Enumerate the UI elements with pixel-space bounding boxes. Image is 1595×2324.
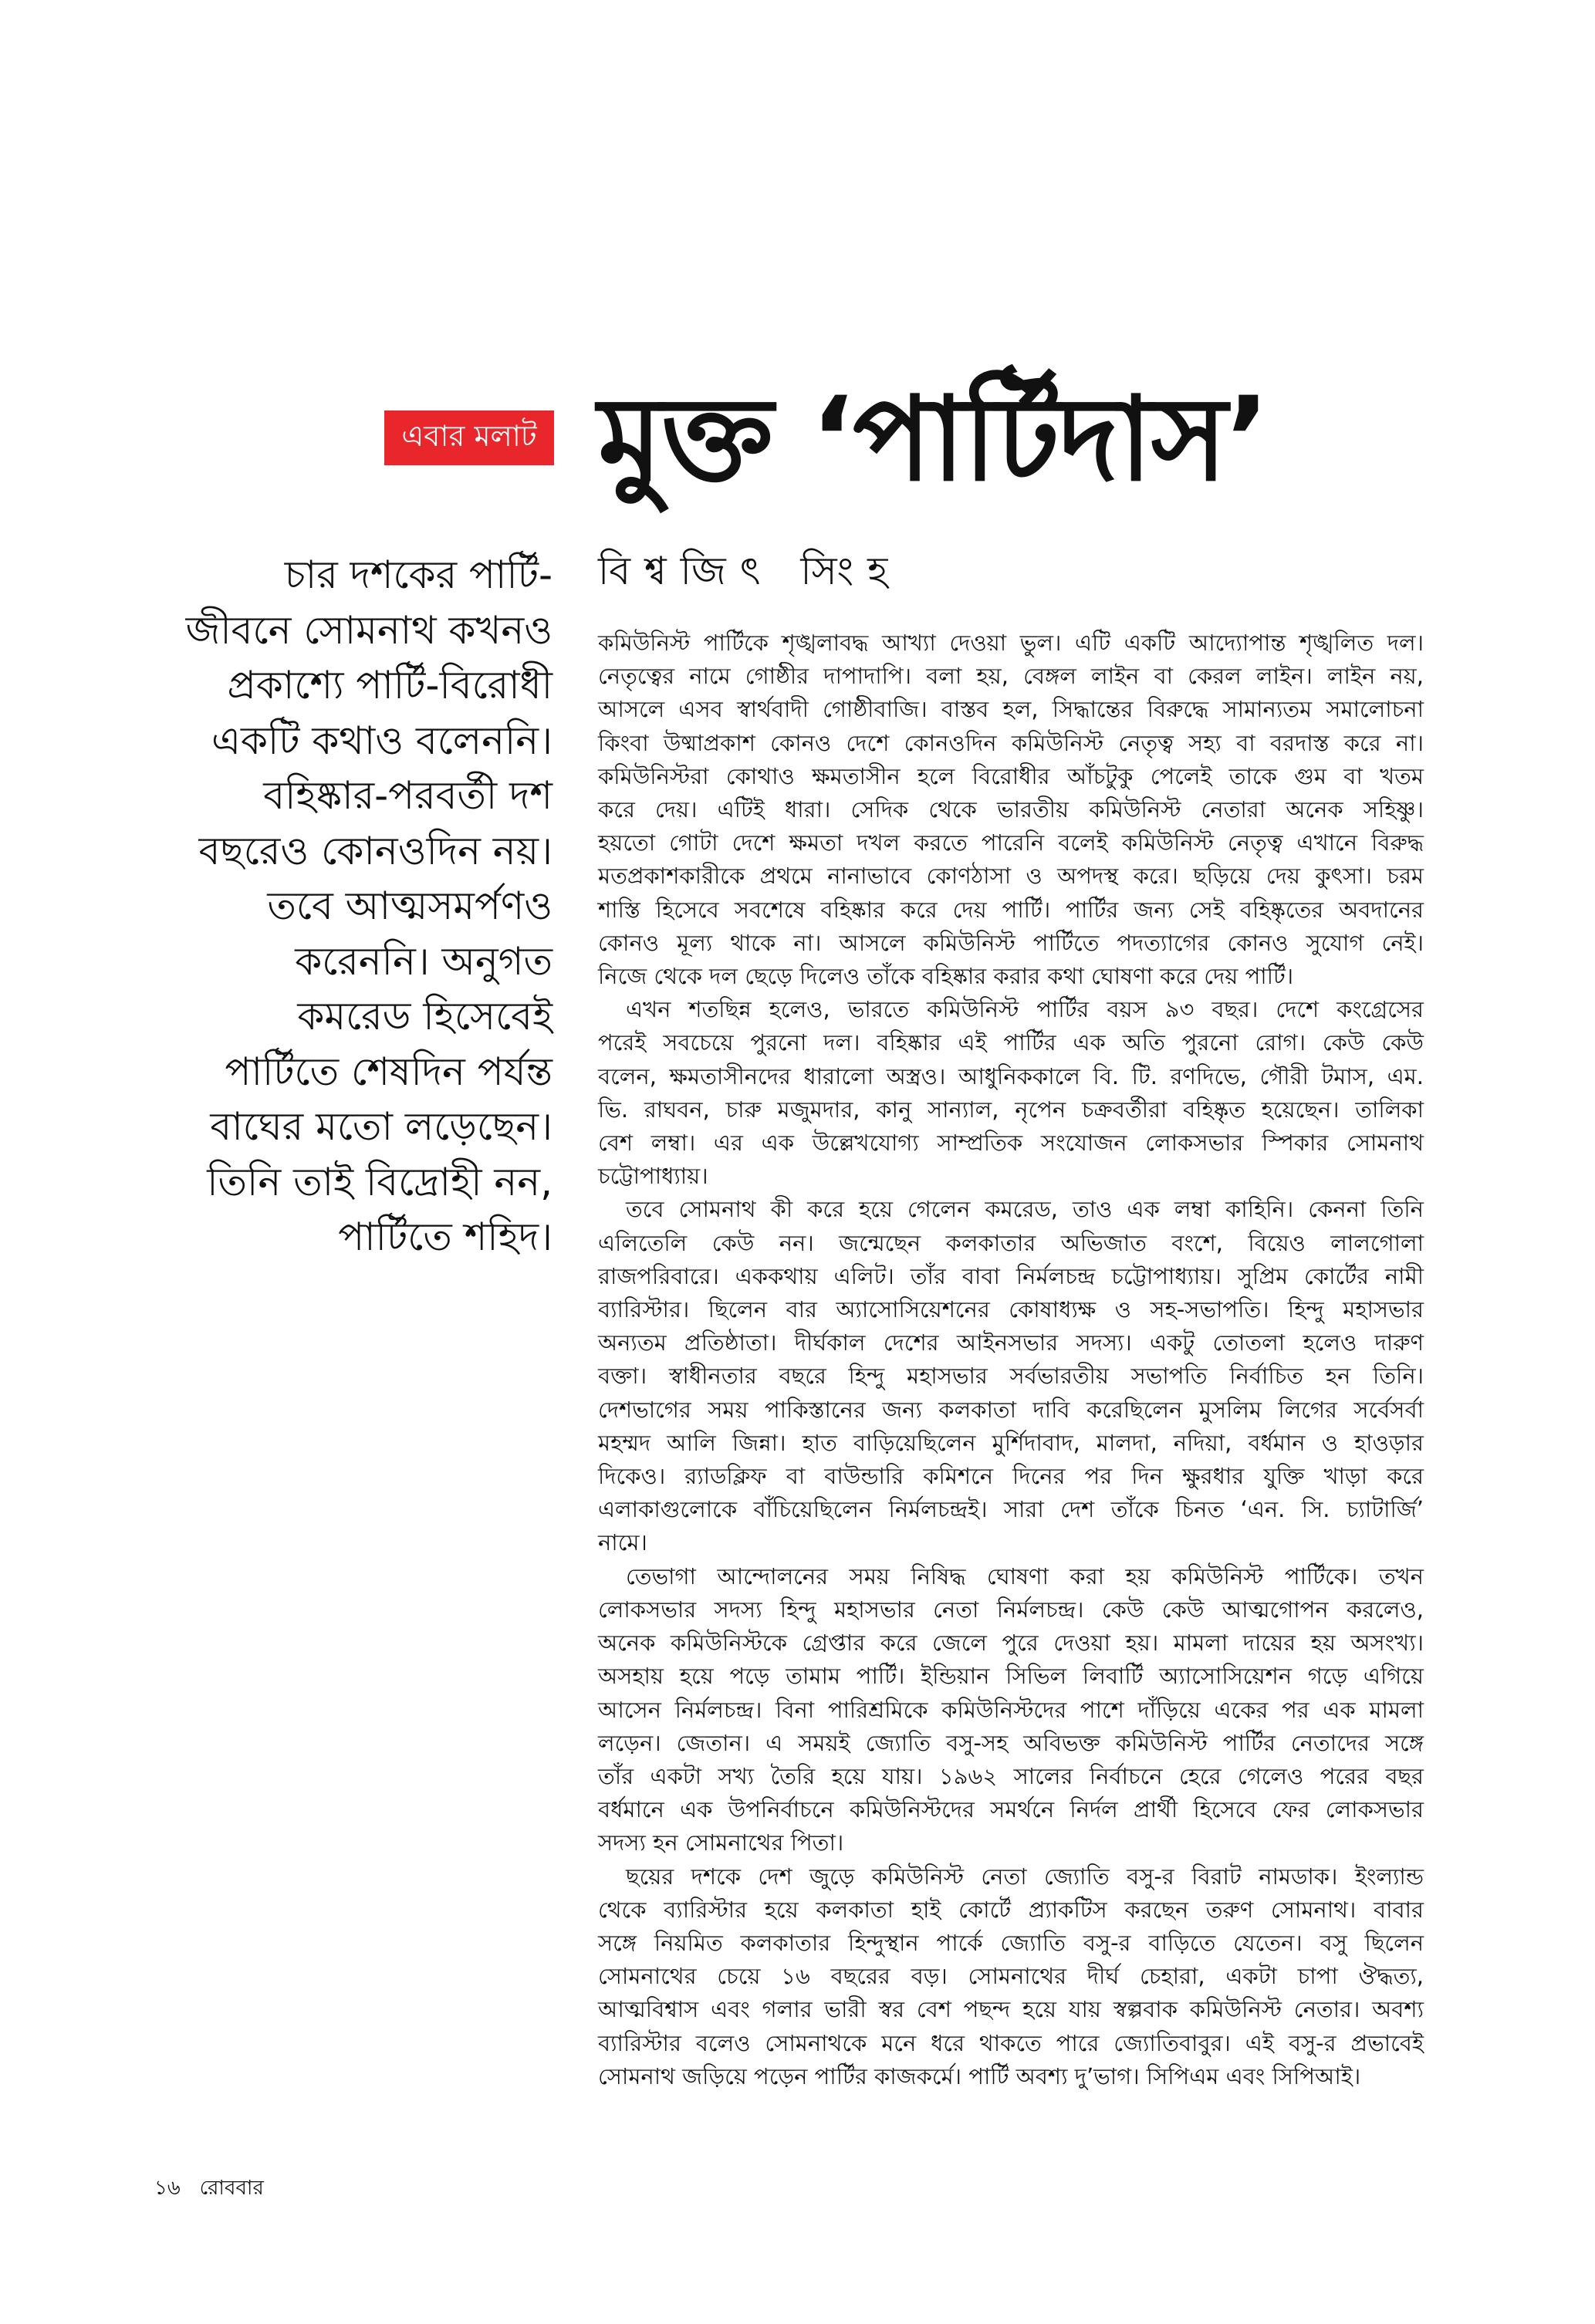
paragraph	[598, 1193, 1424, 1559]
text-line: আসেন নির্মলচন্দ্র। বিনা পারিশ্রমিকে কমিউনিস্টদের পাশে দাঁড়িয়ে একের পর এক মামলা	[598, 1696, 1424, 1723]
pull-quote	[116, 548, 553, 1265]
text-line: সোমনাথের চেয়ে ১৬ বছরের বড়। সোমনাথের দীর্ঘ চেহারা, একটা চাপা ঔদ্ধত্য,	[598, 1963, 1424, 1990]
text-line: কোনও মূল্য থাকে না। আসলে কমিউনিস্ট পার্টিতে পদত্যাগের কোনও সুযোগ নেই।	[598, 929, 1424, 956]
section-tag: এবার মলাট	[384, 410, 554, 465]
text-line: তবে সোমনাথ কী করে হয়ে গেলেন কমরেড, তাও এক লম্বা কাহিনি। কেননা তিনি	[626, 1196, 1424, 1223]
pull-quote-line: পার্টিতে শেষদিন পর্যন্ত	[225, 1049, 553, 1094]
text-line: লড়েন। জেতান। এ সময়ই জ্যোতি বসু-সহ অবিভক্ত কমিউনিস্ট পার্টির নেতাদের সঙ্গে	[598, 1729, 1424, 1756]
text-line: বক্তা। স্বাধীনতার বছরে হিন্দু মহাসভার সর্বভারতীয় সভাপতি নির্বাচিত হন তিনি।	[598, 1363, 1424, 1390]
text-line: এলিতেলি কেউ নন। জন্মেছেন কলকাতার অভিজাত বংশে, বিয়েও লালগোলা	[598, 1229, 1424, 1256]
text-line: মহম্মদ আলি জিন্না। হাত বাড়িয়েছিলেন মুর্শিদাবাদ, মালদা, নদিয়া, বর্ধমান ও হাওড়ার	[598, 1429, 1424, 1456]
text-line: রাজপরিবারে। এককথায় এলিট। তাঁর বাবা নির্মলচন্দ্র চট্টোপাধ্যায়। সুপ্রিম কোর্টের নামী	[598, 1262, 1424, 1289]
text-line: তাঁর একটা সখ্য তৈরি হয়ে যায়। ১৯৬২ সালের নির্বাচনে হেরে গেলেও পরের বছর	[598, 1762, 1424, 1789]
text-line: এখন শতছিন্ন হলেও, ভারতে কমিউনিস্ট পার্টির বয়স ৯৩ বছর। দেশে কংগ্রেসের	[626, 996, 1424, 1023]
byline: বিশ্বজিৎ সিংহ	[598, 549, 902, 593]
headline: মুক্ত ‘পার্টিদাস’	[598, 373, 1269, 507]
pull-quote-line: চার দশকের পার্টি-	[284, 552, 553, 597]
paragraph	[598, 1560, 1424, 1860]
paragraph	[598, 627, 1424, 993]
text-line: নামে।	[598, 1529, 647, 1556]
magazine-name: রোববার	[199, 2177, 264, 2200]
text-line: দিকেও। র‌্যাডক্লিফ বা বাউন্ডারি কমিশনে দিনের পর দিন ক্ষুরধার যুক্তি খাড়া করে	[598, 1463, 1424, 1490]
text-line: চট্টোপাধ্যায়।	[598, 1163, 708, 1190]
pull-quote-line: জীবনে সোমনাথ কখনও	[185, 607, 553, 653]
article-body	[598, 627, 1424, 2093]
pull-quote-line: বাঘের মতো লড়েছেন।	[210, 1104, 553, 1149]
text-line: ছয়ের দশকে দেশ জুড়ে কমিউনিস্ট নেতা জ্যোতি বসু-র বিরাট নামডাক। ইংল্যান্ড	[626, 1863, 1424, 1890]
text-line: ব্যারিস্টার। ছিলেন বার অ্যাসোসিয়েশনের কোষাধ্যক্ষ ও সহ-সভাপতি। হিন্দু মহাসভার	[598, 1296, 1424, 1323]
text-line: সোমনাথ জড়িয়ে পড়েন পার্টির কাজকর্মে। পার্টি অবশ্য দু’ভাগ। সিপিএম এবং সিপিআই।	[598, 2062, 1361, 2089]
text-line: ভি. রাঘবন, চারু মজুমদার, কানু সান্যাল, নৃপেন চক্রবর্তীরা বহিষ্কৃত হয়েছেন। তালিকা	[598, 1096, 1424, 1123]
text-line: অনেক কমিউনিস্টকে গ্রেপ্তার করে জেলে পুরে দেওয়া হয়। মামলা দায়ের হয় অসংখ্য।	[598, 1630, 1424, 1657]
text-line: দেশভাগের সময় পাকিস্তানের জন্য কলকাতা দাবি করেছিলেন মুসলিম লিগের সর্বেসর্বা	[598, 1396, 1424, 1423]
text-line: অন্যতম প্রতিষ্ঠাতা। দীর্ঘকাল দেশের আইনসভার সদস্য। একটু তোতলা হলেও দারুণ	[598, 1329, 1424, 1356]
text-line: তেভাগা আন্দোলনের সময় নিষিদ্ধ ঘোষণা করা হয় কমিউনিস্ট পার্টিকে। তখন	[626, 1562, 1424, 1589]
text-line: এলাকাগুলোকে বাঁচিয়েছিলেন নির্মলচন্দ্রই। সারা দেশ তাঁকে চিনত ‘এন. সি. চ্যাটার্জি’	[598, 1496, 1424, 1523]
text-line: থেকে ব্যারিস্টার হয়ে কলকাতা হাই কোর্টে প্র্যাকটিস করছেন তরুণ সোমনাথ। বাবার	[598, 1896, 1424, 1923]
pull-quote-line: বছরেও কোনওদিন নয়।	[198, 828, 553, 873]
text-line: করে দেয়। এটিই ধারা। সেদিক থেকে ভারতীয় কমিউনিস্ট নেতারা অনেক সহিষ্ণু।	[598, 796, 1424, 823]
paragraph	[598, 1860, 1424, 2093]
pull-quote-line: তবে আত্মসমর্পণও	[267, 883, 553, 928]
text-line: আত্মবিশ্বাস এবং গলার ভারী স্বর বেশ পছন্দ হয়ে যায় স্বল্পবাক কমিউনিস্ট নেতার। অবশ্য	[598, 1996, 1424, 2023]
text-line: সঙ্গে নিয়মিত কলকাতার হিন্দুস্থান পার্কে জ্যোতি বসু-র বাড়িতে যেতেন। বসু ছিলেন	[598, 1929, 1424, 1956]
pull-quote-line: তিনি তাই বিদ্রোহী নন,	[207, 1159, 553, 1204]
text-line: কমিউনিস্ট পার্টিকে শৃঙ্খলাবদ্ধ আখ্যা দেওয়া ভুল। এটি একটি আদ্যোপান্ত শৃঙ্খলিত দল।	[598, 630, 1424, 656]
text-line: কিংবা উষ্মাপ্রকাশ কোনও দেশে কোনওদিন কমিউনিস্ট নেতৃত্ব সহ্য বা বরদাস্ত করে না।	[598, 729, 1424, 756]
text-line: নেতৃত্বের নামে গোষ্ঠীর দাপাদাপি। বলা হয়, বেঙ্গল লাইন বা কেরল লাইন। লাইন নয়,	[598, 663, 1424, 690]
text-line: বেশ লম্বা। এর এক উল্লেখযোগ্য সাম্প্রতিক সংযোজন লোকসভার স্পিকার সোমনাথ	[598, 1130, 1424, 1157]
pull-quote-line: প্রকাশ্যে পার্টি-বিরোধী	[227, 663, 553, 708]
text-line: বলেন, ক্ষমতাসীনদের ধারালো অস্ত্রও। আধুনিককালে বি. টি. রণদিভে, গৌরী টমাস, এম.	[598, 1062, 1424, 1089]
paragraph	[598, 993, 1424, 1193]
text-line: সদস্য হন সোমনাথের পিতা।	[598, 1829, 844, 1856]
text-line: কমিউনিস্টরা কোথাও ক্ষমতাসীন হলে বিরোধীর আঁচটুকু পেলেই তাকে গুম বা খতম	[598, 762, 1424, 789]
text-line: অসহায় হয়ে পড়ে তামাম পার্টি। ইন্ডিয়ান সিভিল লিবার্টি অ্যাসোসিয়েশন গড়ে এগিয়ে	[598, 1663, 1424, 1690]
pull-quote-line: পার্টিতে শহিদ।	[338, 1214, 553, 1259]
text-line: বর্ধমানে এক উপনির্বাচনে কমিউনিস্টদের সমর্থনে নির্দল প্রার্থী হিসেবে ফের লোকসভার	[598, 1796, 1424, 1823]
page-footer	[154, 2172, 264, 2206]
pull-quote-line: একটি কথাও বলেননি।	[211, 718, 553, 763]
text-line: হয়তো গোটা দেশে ক্ষমতা দখল করতে পারেনি বলেই কমিউনিস্ট নেতৃত্ব এখানে বিরুদ্ধ	[598, 829, 1424, 856]
pull-quote-line: বহিষ্কার-পরবর্তী দশ	[263, 773, 553, 818]
text-line: পরেই সবচেয়ে পুরনো দল। বহিষ্কার এই পার্টির এক অতি পুরনো রোগ। কেউ কেউ	[598, 1029, 1424, 1056]
text-line: আসলে এসব স্বার্থবাদী গোষ্ঠীবাজি। বাস্তব হল, সিদ্ধান্তের বিরুদ্ধে সামান্যতম সমালোচনা	[598, 696, 1424, 723]
page-number: ১৬	[154, 2177, 181, 2200]
text-line: লোকসভার সদস্য হিন্দু মহাসভার নেতা নির্মলচন্দ্র। কেউ কেউ আত্মগোপন করলেও,	[598, 1596, 1424, 1623]
pull-quote-line: করেননি। অনুগত	[295, 938, 553, 984]
text-line: ব্যারিস্টার বলেও সোমনাথকে মনে ধরে থাকতে পারে জ্যোতিবাবুর। এই বসু-র প্রভাবেই	[598, 2029, 1424, 2056]
text-line: শাস্তি হিসেবে সবশেষে বহিষ্কার করে দেয় পার্টি। পার্টির জন্য সেই বহিষ্কৃতের অবদানের	[598, 896, 1424, 923]
text-line: নিজে থেকে দল ছেড়ে দিলেও তাঁকে বহিষ্কার করার কথা ঘোষণা করে দেয় পার্টি।	[598, 963, 1294, 990]
text-line: মতপ্রকাশকারীকে প্রথমে নানাভাবে কোণঠাসা ও অপদস্থ করে। ছড়িয়ে দেয় কুৎসা। চরম	[598, 863, 1424, 890]
pull-quote-line: কমরেড হিসেবেই	[297, 994, 553, 1039]
